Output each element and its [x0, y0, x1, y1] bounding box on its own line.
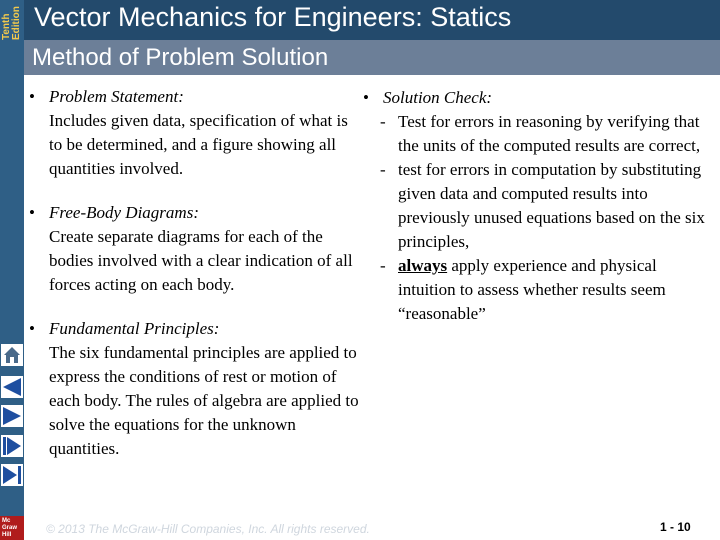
- bullet-heading: • Solution Check:: [383, 88, 493, 107]
- bullet-heading: • Fundamental Principles:: [49, 319, 220, 338]
- edition-line-1: Tenth: [1, 13, 12, 40]
- page-number: 1 - 10: [660, 520, 691, 534]
- bullet-heading: • Problem Statement:: [49, 87, 184, 106]
- bullet-body: Includes given data, specification of what is to be determined, and a figure showing all quantities involved.: [49, 111, 348, 178]
- bullet-body: The six fundamental principles are applied to express the conditions of rest or motion of each body. The rules of algebra are applied to solve the equations for the unknown quantities.: [49, 343, 359, 458]
- bullet-heading: • Free-Body Diagrams:: [49, 203, 199, 222]
- right-column: [362, 86, 718, 326]
- bullet-fundamental-principles: [28, 317, 360, 461]
- edition-label: [0, 0, 22, 40]
- bullet-body: Create separate diagrams for each of the bodies involved with a clear indication of all forces acting on each body.: [49, 227, 353, 294]
- previous-slide-icon[interactable]: [1, 405, 23, 427]
- bullet-free-body-diagrams: [28, 201, 360, 297]
- emphasis-always: always: [398, 256, 448, 275]
- bullet-problem-statement: [28, 85, 360, 181]
- sidebar: [0, 0, 24, 540]
- last-slide-icon[interactable]: [1, 464, 23, 486]
- subtitle-bar: [24, 40, 720, 75]
- home-icon[interactable]: [1, 344, 23, 366]
- edition-line-2: Edition: [11, 6, 22, 40]
- bullet-solution-check: [362, 86, 718, 110]
- page-title: Vector Mechanics for Engineers: Statics: [34, 2, 512, 32]
- slide-subtitle: Method of Problem Solution: [32, 44, 329, 71]
- next-slide-icon[interactable]: [1, 435, 23, 457]
- check-item-units: - Test for errors in reasoning by verifying that the units of the computed results are correct,: [380, 112, 701, 155]
- check-item-reasonable: - always apply experience and physical intuition to assess whether results seem “reasonable”: [380, 256, 666, 323]
- left-column: [28, 85, 360, 481]
- title-bar: [24, 0, 720, 40]
- mcgraw-hill-logo: Mc Graw Hill: [0, 516, 24, 540]
- check-item-computation: - test for errors in computation by substituting given data and computed results into previously unused equations based on the six principles,: [380, 160, 705, 251]
- copyright-notice: © 2013 The McGraw-Hill Companies, Inc. All rights reserved.: [46, 522, 370, 536]
- first-slide-icon[interactable]: [1, 376, 23, 398]
